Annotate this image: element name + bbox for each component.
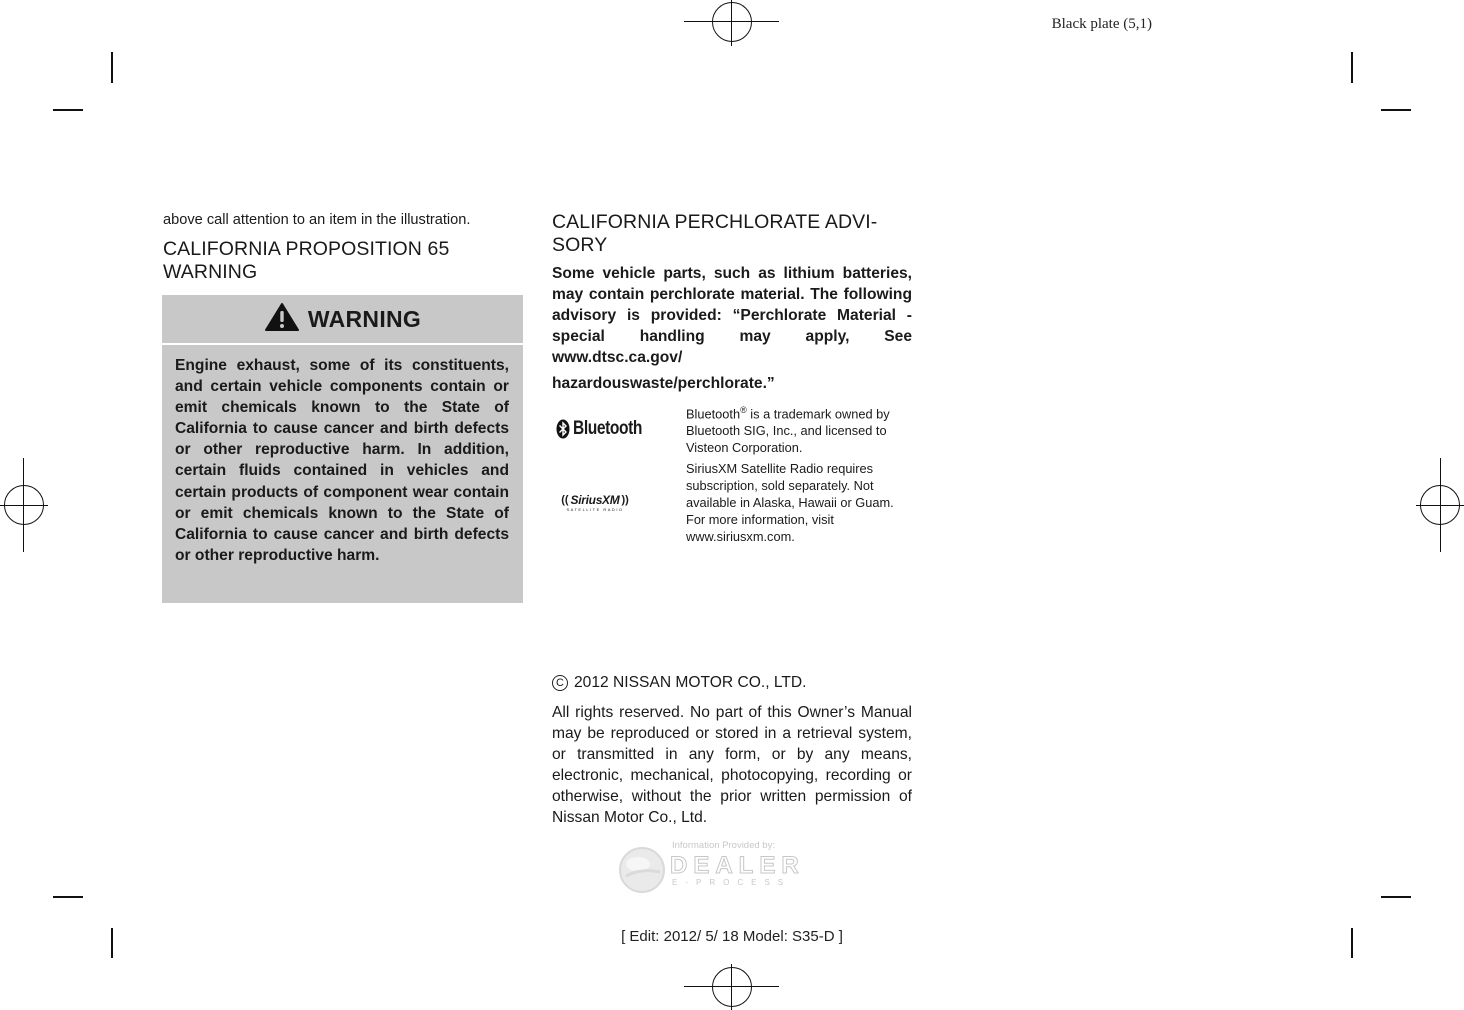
copyright-text: 2012 NISSAN MOTOR CO., LTD. xyxy=(574,674,807,691)
bluetooth-logo xyxy=(556,402,686,456)
perchlorate-advisory: Some vehicle parts, such as lithium batteries, may contain perchlorate material. The following advisory is provided: “Perchlorate Material - special handling may apply, See www.dtsc.ca.gov/ xyxy=(552,265,912,366)
warning-divider xyxy=(162,343,523,345)
prop65-heading-line2: WARNING xyxy=(163,261,258,283)
watermark-line1: Information Provided by: xyxy=(672,840,775,851)
perchlorate-heading xyxy=(552,211,912,257)
prop65-heading-line1: CALIFORNIA PROPOSITION 65 xyxy=(163,238,450,260)
watermark-line3: E-PROCESS xyxy=(672,878,792,887)
siriusxm-logo xyxy=(556,460,686,545)
siriusxm-note: SiriusXM Satellite Radio requires subscription, sold separately. Not available in Alaska, Hawaii or Guam. For more information, visit www.siriusxm.com. xyxy=(686,461,894,544)
radio-waves-left-icon: (( xyxy=(561,494,569,506)
bluetooth-icon xyxy=(556,419,570,439)
bluetooth-note: Bluetooth® is a trademark owned by Bluetooth SIG, Inc., and licensed to Visteon Corporation. xyxy=(686,405,890,456)
dealer-watermark xyxy=(618,840,828,898)
bluetooth-row xyxy=(556,402,916,456)
siriusxm-row xyxy=(556,460,916,545)
copyright-icon: C xyxy=(552,675,568,691)
perchlorate-heading-line1: CALIFORNIA PERCHLORATE ADVI- xyxy=(552,211,878,233)
plate-label: Black plate (5,1) xyxy=(1051,16,1152,32)
warning-box xyxy=(162,295,523,603)
edit-footer: [ Edit: 2012/ 5/ 18 Model: S35-D ] xyxy=(621,928,843,945)
registered-mark: ® xyxy=(740,405,747,415)
warning-title: WARNING xyxy=(307,305,422,332)
siriusxm-logo-sub: SATELLITE RADIO xyxy=(566,507,624,512)
warning-text: Engine exhaust, some of its constituents, and certain vehicle components contain or emit chemicals known to the State of California to cause cancer and birth defects or other reproductive harm. In addition, certain fluids contained in vehicles and certain products of component wear contain or emit chemicals known to the State of California to cause cancer and birth defects or other reproductive harm. xyxy=(175,357,509,564)
intro-text: above call attention to an item in the illustration. xyxy=(163,212,471,228)
watermark-line2: DEALER xyxy=(670,852,805,879)
bluetooth-logo-text: Bluetooth xyxy=(573,418,643,440)
perchlorate-heading-line2: SORY xyxy=(552,234,608,256)
rights-text: All rights reserved. No part of this Owner’s Manual may be reproduced or stored in a retrieval system, or transmitted in any form, or by any means, electronic, mechanical, photocopying, recording or otherwise, without the prior written permission of Nissan Motor Co., Ltd. xyxy=(552,704,912,827)
warning-header xyxy=(162,295,523,343)
perchlorate-url: hazardouswaste/perchlorate.” xyxy=(552,375,775,392)
dealer-globe-icon xyxy=(618,846,666,894)
prop65-heading xyxy=(163,238,523,284)
siriusxm-logo-text: SiriusXM xyxy=(570,493,620,507)
warning-triangle-icon xyxy=(264,302,300,337)
copyright-line xyxy=(552,674,807,692)
radio-waves-right-icon: )) xyxy=(621,494,629,506)
